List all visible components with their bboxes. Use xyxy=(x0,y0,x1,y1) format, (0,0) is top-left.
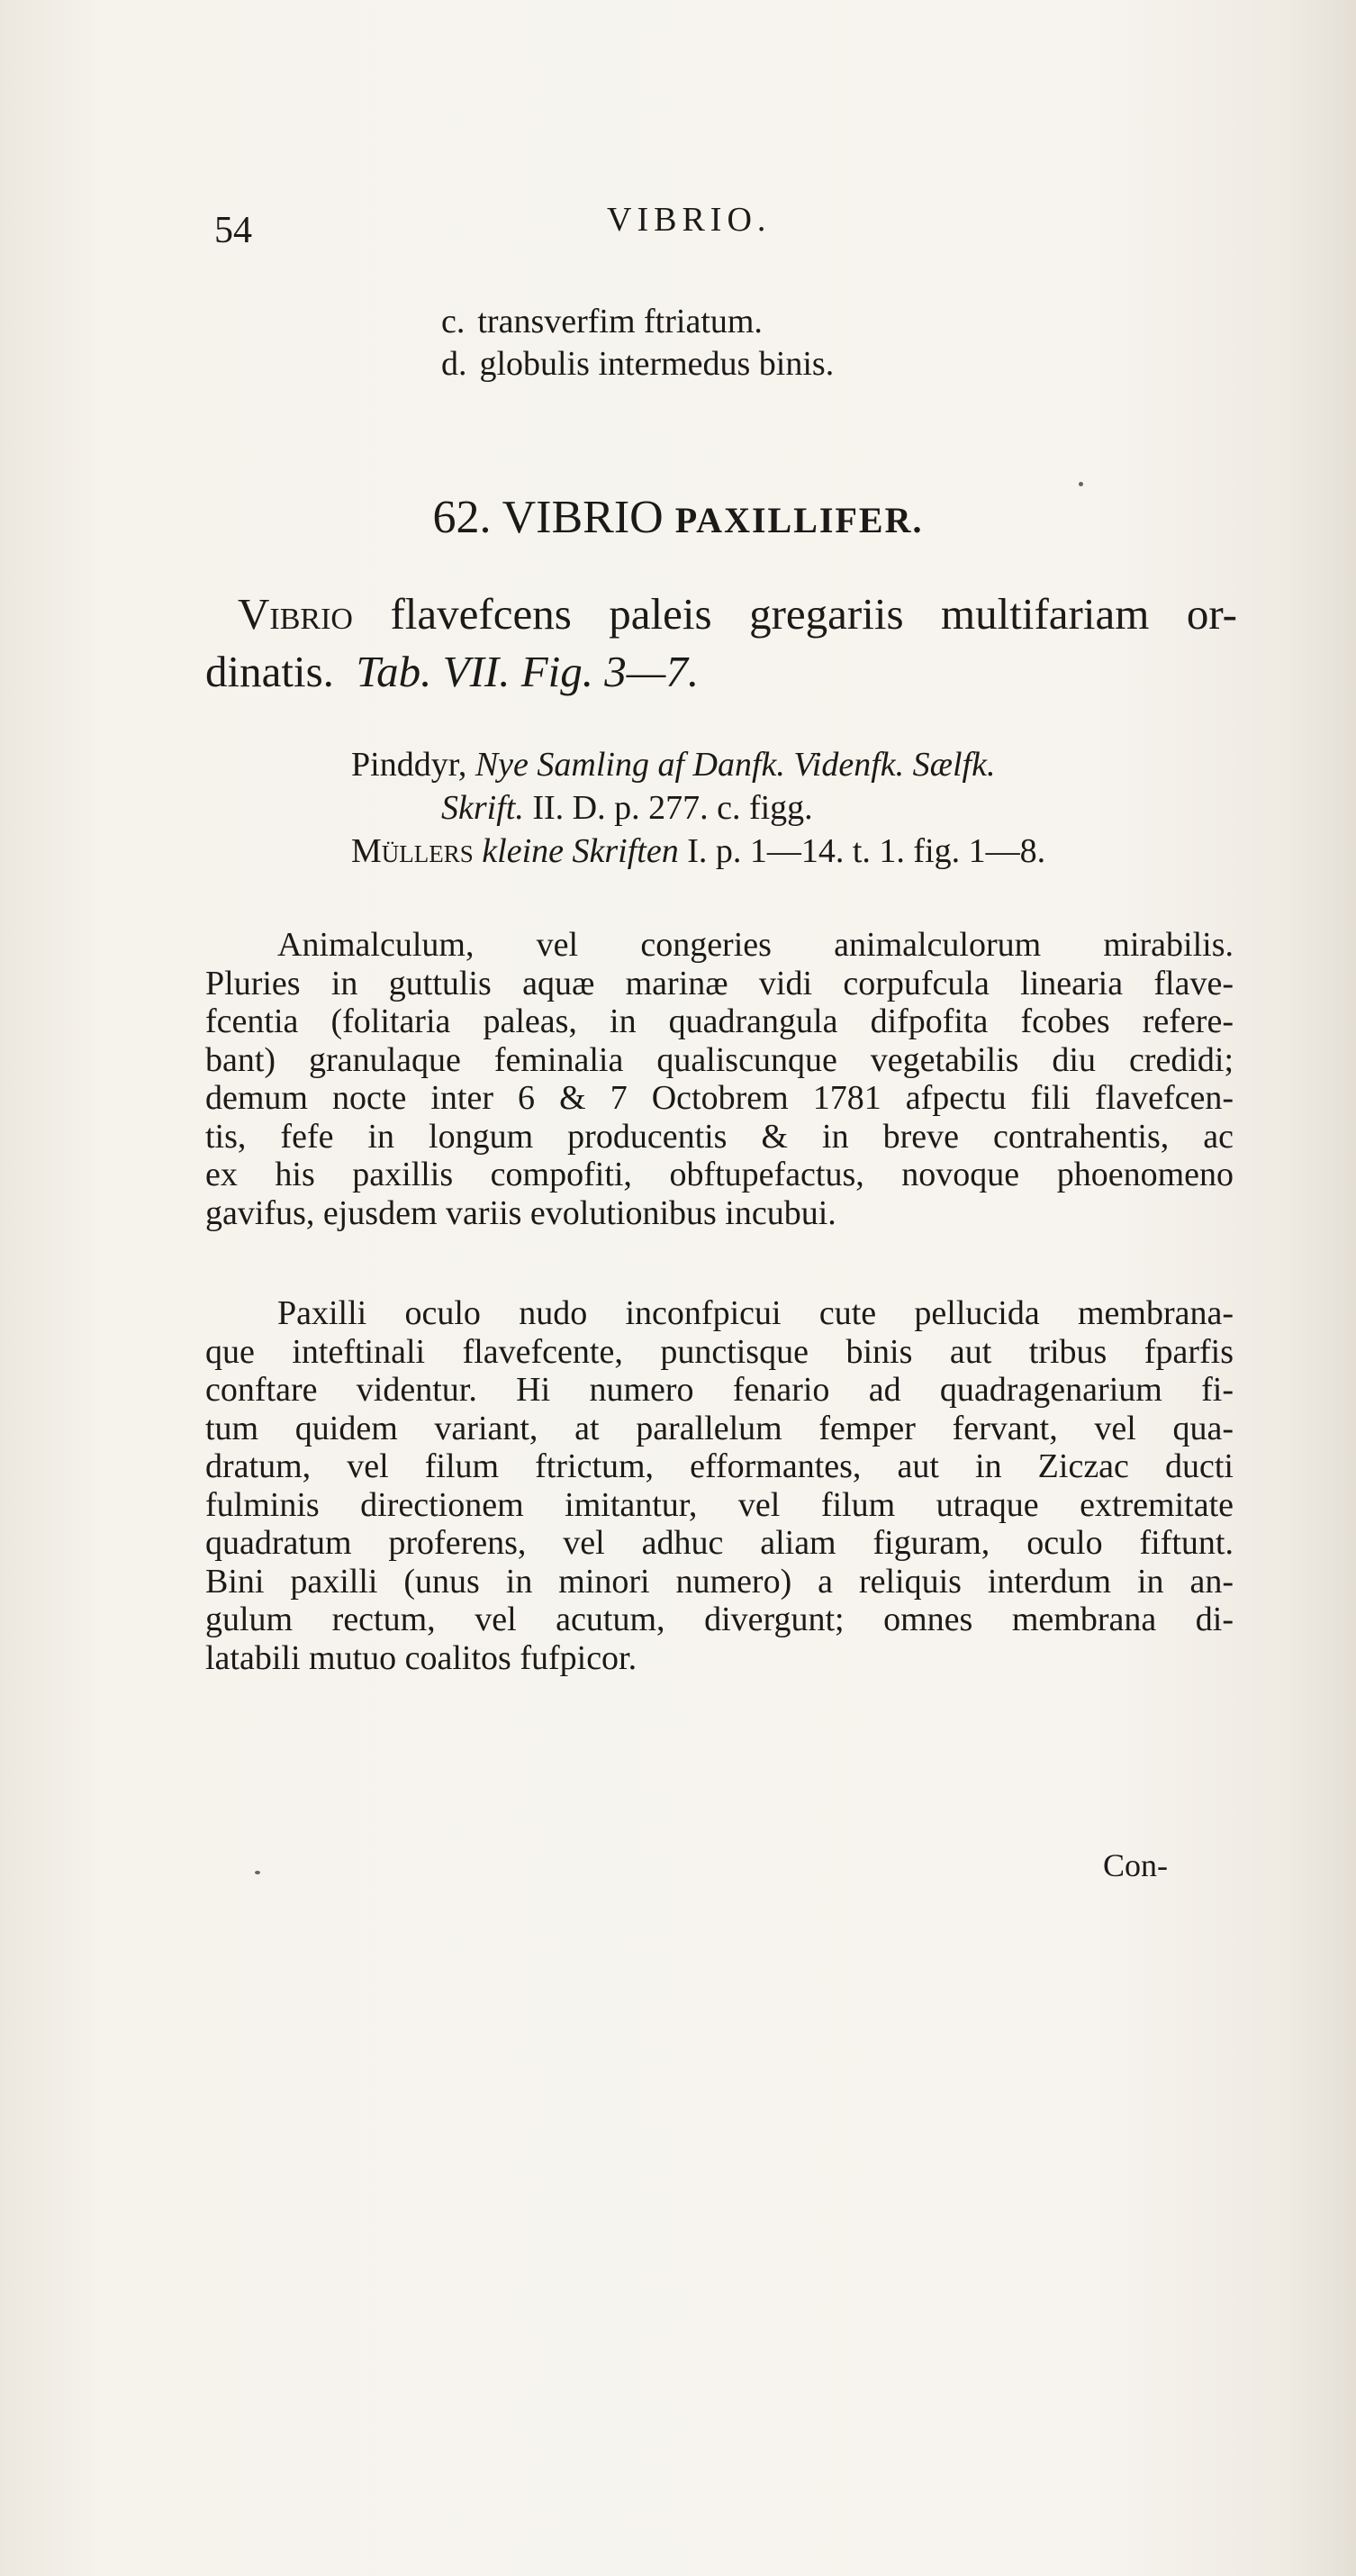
species-number: 62. xyxy=(432,492,492,543)
text-line: que inteftinali flavefcente, punctisque binis aut tribus fparfis xyxy=(205,1332,1234,1371)
text-line: Bini paxilli (unus in minori numero) a reliquis interdum in an- xyxy=(205,1562,1234,1601)
reference-details: II. D. p. 277. c. figg. xyxy=(532,789,813,827)
text-line: ex his paxillis compofiti, obftupefactus, novoque phoenomeno xyxy=(205,1156,1234,1193)
reference-details: I. p. 1—14. t. 1. fig. 1—8. xyxy=(687,832,1046,870)
species-diagnosis xyxy=(205,585,1237,701)
figure-legend-text: transverfim ftriatum. xyxy=(477,303,763,340)
ink-speck xyxy=(255,1871,260,1874)
text-line: tum quidem variant, at parallelum femper fervant, vel qua- xyxy=(205,1409,1234,1447)
body-paragraph xyxy=(205,1294,1234,1677)
diagnosis-line xyxy=(205,643,1237,701)
text-line: Paxilli oculo nudo inconfpicui cute pellucida membrana- xyxy=(277,1294,1234,1332)
figure-legend-item xyxy=(441,302,763,341)
text-line: gavifus, ejusdem variis evolutionibus incubui. xyxy=(205,1193,836,1232)
reference-author: Pinddyr, xyxy=(351,746,467,784)
page-header xyxy=(214,200,1169,254)
diagnosis-text: flavefcens paleis gregariis multifariam or- xyxy=(390,589,1237,639)
species-heading xyxy=(0,491,1356,544)
reference-title: Skrift. xyxy=(441,789,524,827)
reference-author: Müllers xyxy=(351,832,474,870)
text-line: quadratum proferens, vel adhuc aliam figuram, oculo fiftunt. xyxy=(205,1524,1234,1562)
figure-legend-text: globulis intermedus binis. xyxy=(479,345,835,383)
figure-legend-letter: c. xyxy=(441,303,466,340)
text-line: dratum, vel filum ftrictum, efformantes, aut in Ziczac ducti xyxy=(205,1447,1234,1485)
reference-title: Nye Samling af Danfk. Videnfk. Sælfk. xyxy=(475,746,996,784)
page-number: 54 xyxy=(214,210,252,251)
text-line: gulum rectum, vel acutum, divergunt; omnes membrana di- xyxy=(205,1601,1234,1638)
diagnosis-text: dinatis. xyxy=(205,647,334,696)
text-line: bant) granulaque feminalia qualiscunque vegetabilis diu credidi; xyxy=(205,1040,1234,1079)
text-line: fcentia (folitaria paleas, in quadrangula difpofita fcobes refere- xyxy=(205,1002,1234,1040)
species-epithet: PAXILLIFER. xyxy=(674,500,924,540)
figure-legend-item xyxy=(441,344,834,384)
show-through-text xyxy=(162,306,173,354)
reference-title: kleine Skriften xyxy=(482,832,679,870)
diagnosis-line xyxy=(205,585,1237,643)
body-paragraph xyxy=(205,926,1234,1232)
species-genus: VIBRIO xyxy=(502,492,664,543)
diagnosis-genus: Vibrio xyxy=(238,589,353,639)
bibliography xyxy=(351,743,1234,873)
figure-legend-letter: d. xyxy=(441,345,467,383)
reference-line xyxy=(351,743,1234,786)
text-line: latabili mutuo coalitos fufpicor. xyxy=(205,1638,637,1677)
ink-speck xyxy=(1079,482,1083,486)
text-line: demum nocte inter 6 & 7 Octobrem 1781 afpectu fili flavefcen- xyxy=(205,1079,1234,1117)
reference-line xyxy=(351,830,1234,873)
text-line: Animalculum, vel congeries animalculorum mirabilis. xyxy=(277,926,1234,964)
plate-reference: Tab. VII. Fig. 3—7. xyxy=(356,647,700,696)
text-line: fulminis directionem imitantur, vel filum utraque extremitate xyxy=(205,1485,1234,1524)
running-head: VIBRIO. xyxy=(607,201,772,239)
text-line: Pluries in guttulis aquæ marinæ vidi corpufcula linearia flave- xyxy=(205,964,1234,1002)
catchword: Con- xyxy=(1103,1847,1168,1883)
text-line: conftare videntur. Hi numero fenario ad quadragenarium fi- xyxy=(205,1371,1234,1409)
reference-line xyxy=(351,786,1234,830)
text-line: tis, fefe in longum producentis & in breve contrahentis, ac xyxy=(205,1117,1234,1156)
